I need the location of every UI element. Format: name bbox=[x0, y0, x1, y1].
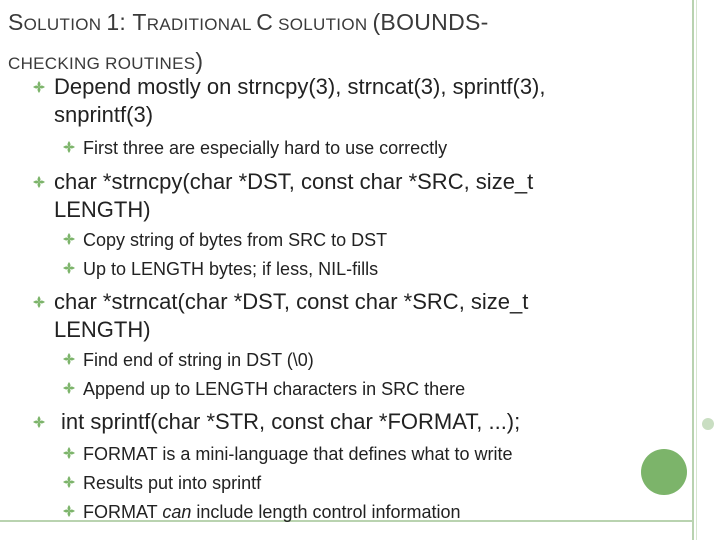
bullet-icon bbox=[32, 415, 46, 429]
bullet-icon bbox=[32, 80, 46, 94]
sub-bullet-icon bbox=[62, 381, 76, 395]
sub-bullet-text bbox=[83, 498, 461, 526]
decor-dot-large bbox=[641, 449, 687, 495]
sub-bullet-icon bbox=[62, 446, 76, 460]
sub-bullet-text: Find end of string in DST (\0) bbox=[83, 350, 314, 370]
title-initial: C bbox=[256, 9, 274, 35]
sub-bullet-text: Results put into sprintf bbox=[83, 473, 262, 493]
decor-dot-small bbox=[702, 418, 714, 430]
sub-bullet-icon bbox=[62, 504, 76, 518]
title-smallcaps: RADITIONAL bbox=[146, 15, 257, 34]
slide-frame-right bbox=[692, 0, 694, 540]
sub-bullet-text: First three are especially hard to use correctly bbox=[83, 138, 448, 158]
title-paren: (BOUNDS- bbox=[372, 9, 489, 35]
bullet-text-continued: snprintf(3) bbox=[54, 102, 154, 127]
slide-frame-right-inner bbox=[696, 0, 697, 540]
sub-bullet-text-part: FORMAT bbox=[83, 502, 163, 522]
title-smallcaps: CHECKING ROUTINES bbox=[8, 54, 196, 73]
bullet-text-continued: LENGTH) bbox=[54, 317, 151, 342]
sub-bullet-icon bbox=[62, 352, 76, 366]
bullet-text: int sprintf(char *STR, const char *FORMAT, ...); bbox=[61, 409, 521, 434]
slide-title bbox=[8, 4, 648, 82]
bullet-text: char *strncat(char *DST, const char *SRC, size_t bbox=[54, 289, 529, 314]
sub-bullet-icon bbox=[62, 475, 76, 489]
sub-bullet-text: Copy string of bytes from SRC to DST bbox=[83, 230, 388, 250]
title-initial: T bbox=[132, 9, 147, 35]
emphasis-text: can bbox=[162, 502, 192, 522]
sub-bullet-text: Append up to LENGTH characters in SRC there bbox=[83, 379, 466, 399]
title-smallcaps: SOLUTION bbox=[273, 15, 373, 34]
sub-bullet-text: FORMAT is a mini-language that defines what to write bbox=[83, 444, 513, 464]
bullet-text-continued: LENGTH) bbox=[54, 197, 151, 222]
bullet-text: Depend mostly on strncpy(3), strncat(3), sprintf(3), bbox=[54, 74, 546, 99]
sub-bullet-icon bbox=[62, 232, 76, 246]
title-initial: S bbox=[8, 9, 24, 35]
title-number: 1: bbox=[106, 9, 133, 35]
title-paren: ) bbox=[195, 48, 204, 74]
sub-bullet-icon bbox=[62, 261, 76, 275]
bullet-text: char *strncpy(char *DST, const char *SRC, size_t bbox=[54, 169, 534, 194]
bullet-icon bbox=[32, 295, 46, 309]
sub-bullet-text: Up to LENGTH bytes; if less, NIL-fills bbox=[83, 259, 379, 279]
title-smallcaps: OLUTION bbox=[23, 15, 107, 34]
bullet-icon bbox=[32, 175, 46, 189]
sub-bullet-icon bbox=[62, 140, 76, 154]
sub-bullet-text-part: include length control information bbox=[191, 502, 461, 522]
